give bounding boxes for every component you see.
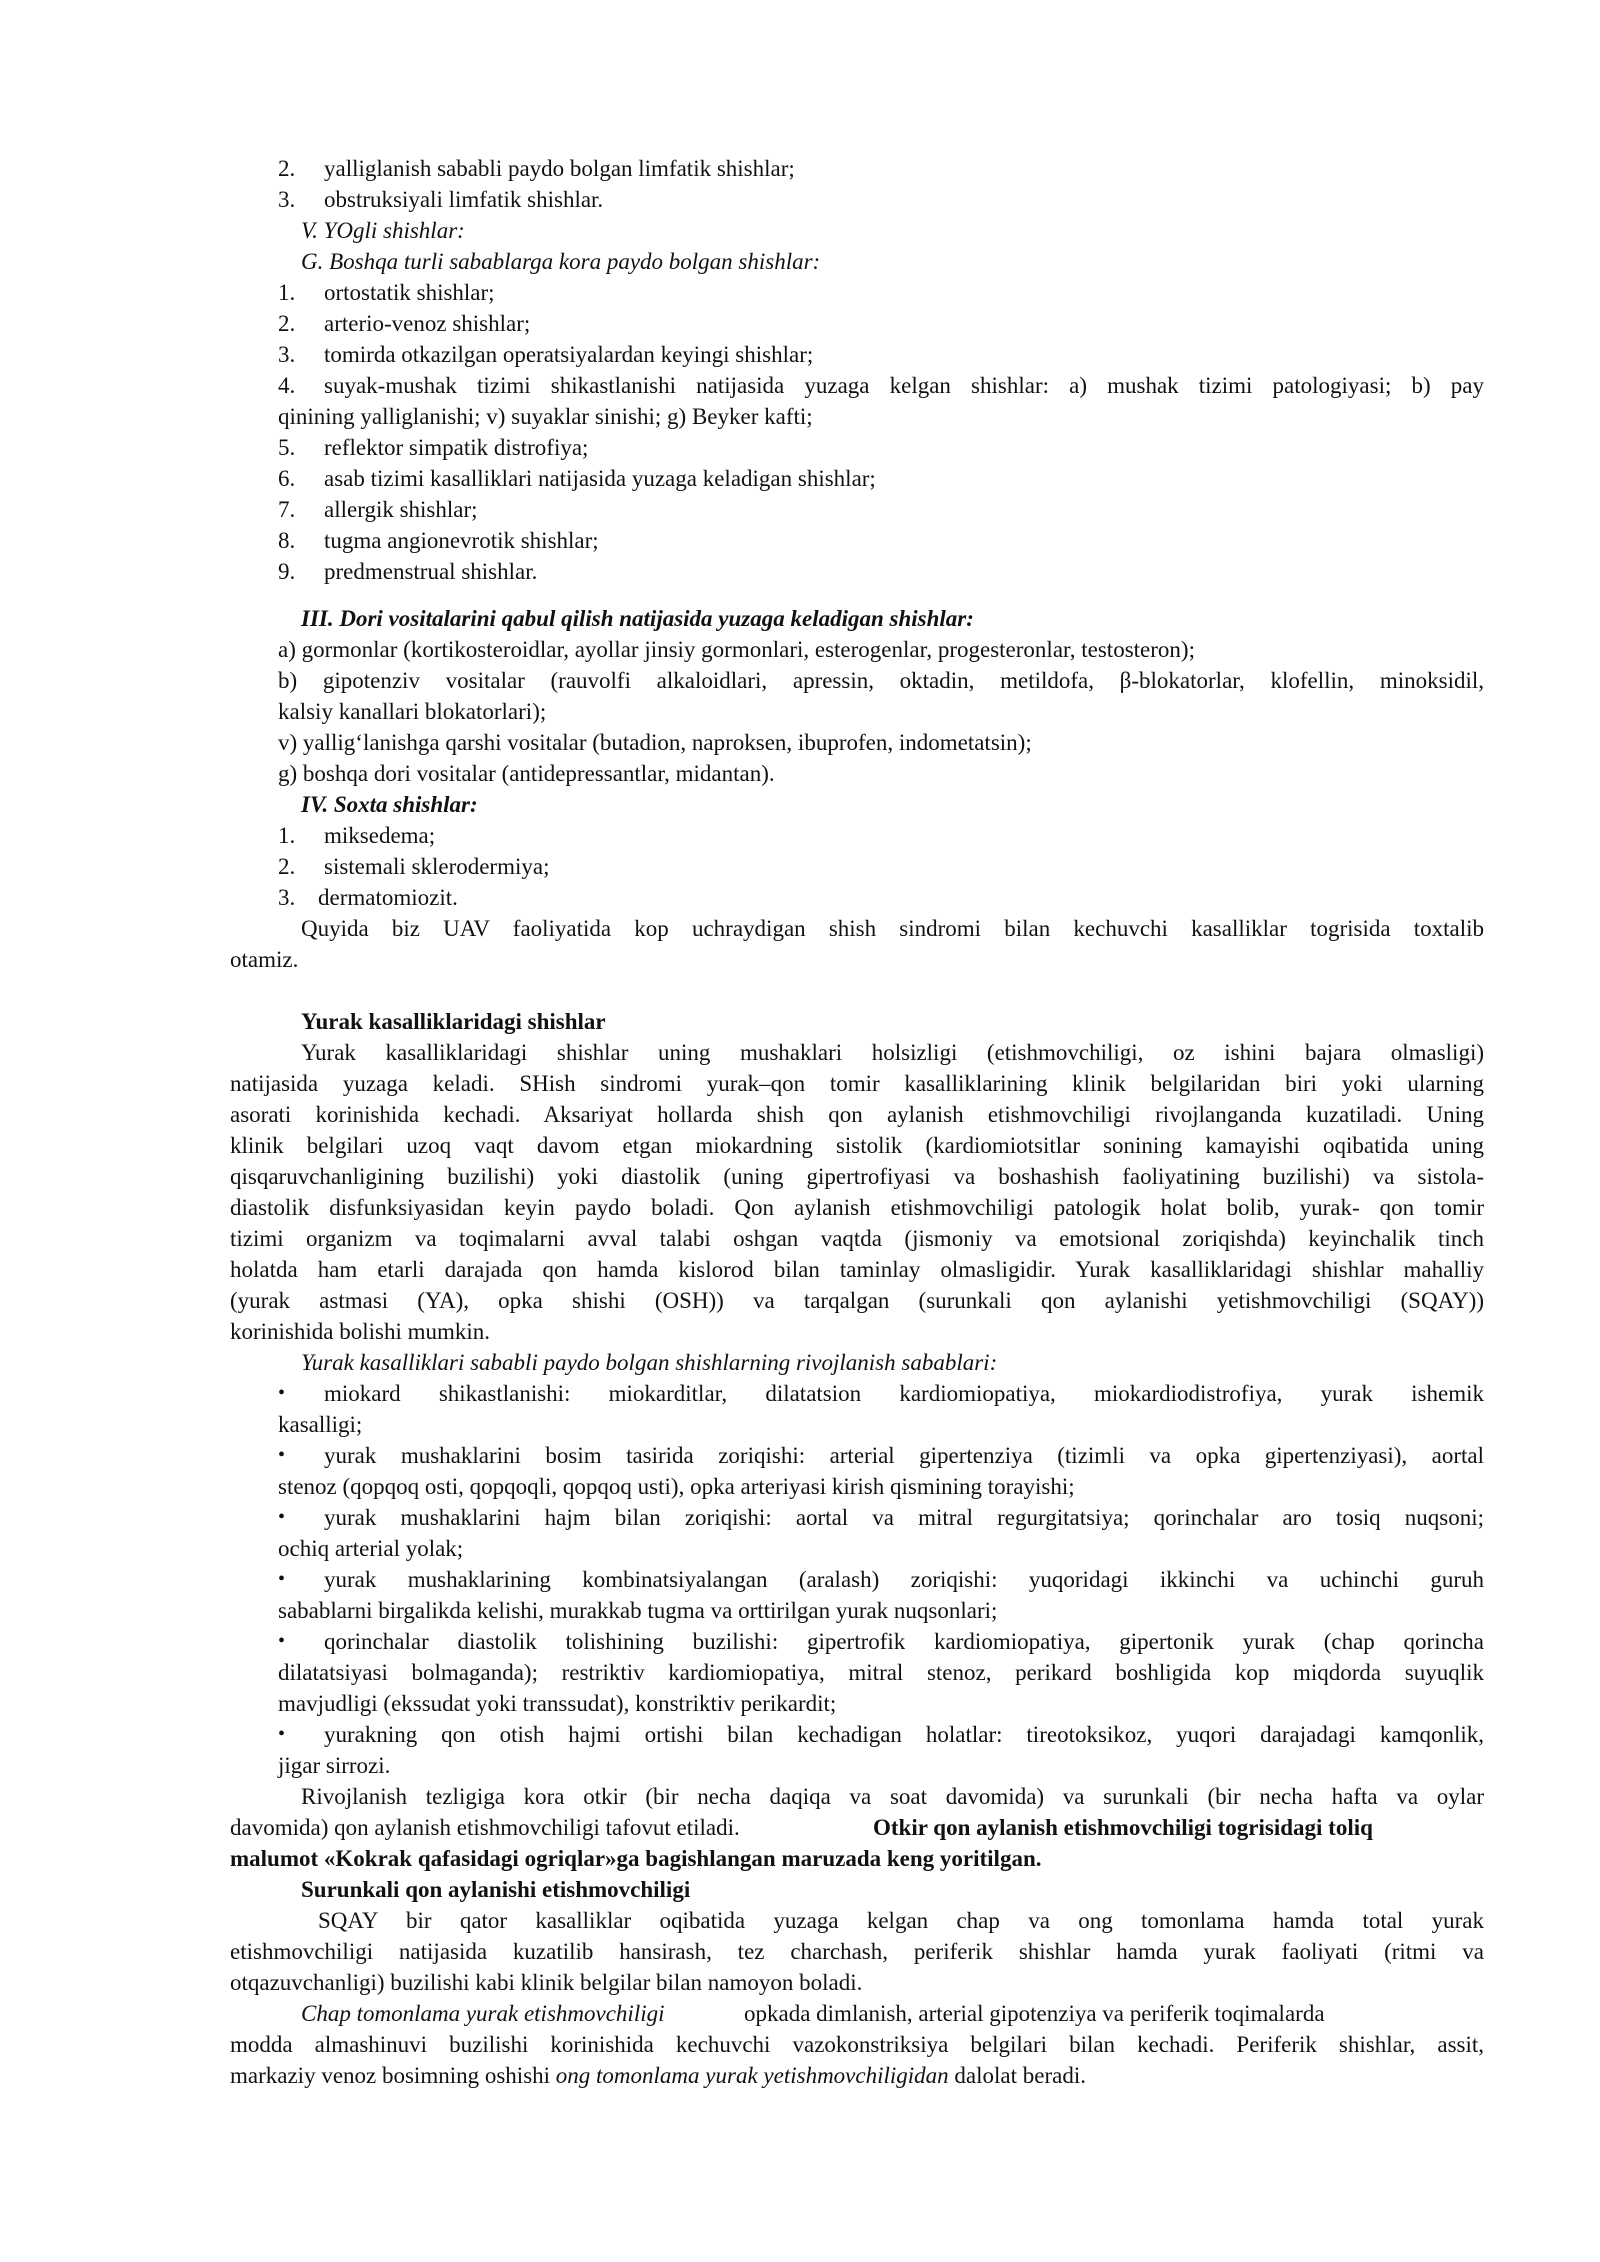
cause-item: yurakning qon otish hajmi ortishi bilan kechadigan holatlar: tireotoksikoz, yuqori darajadagi kamqonlik, <box>324 1722 1484 1747</box>
left-heart-paragraph-text: dalolat beradi. <box>948 2063 1086 2088</box>
heart-paragraph-line: korinishida bolishi mumkin. <box>230 1319 491 1344</box>
cause-item-continuation: stenoz (qopqoq osti, qopqoqli, qopqoq usti), opka arteriyasi kirish qismining torayishi; <box>278 1474 1075 1499</box>
cause-item: yurak mushaklarini bosim tasirida zoriqishi: arterial gipertenziya (tizimli va opka gipertenziyasi), aortal <box>324 1443 1484 1468</box>
heart-paragraph-line: holatda ham etarli darajada qon hamda kislorod bilan taminlay olmasligidir. Yurak kasalliklaridagi shishlar mahalliy <box>230 1257 1484 1282</box>
heart-paragraph-line: klinik belgilari uzoq vaqt davom etgan miokardning sistolik (kardiomiotsitlar sonining kamayishi oqibatida uning <box>230 1133 1484 1158</box>
sqay-paragraph-line: SQAY bir qator kasalliklar oqibatida yuzaga kelgan chap va ong tomonlama hamda total yurak <box>318 1908 1484 1933</box>
drug-group-v: v) yallig‘lanishga qarshi vositalar (butadion, naproksen, ibuprofen, indometatsin); <box>278 730 1032 755</box>
list-number: 3. <box>278 187 296 212</box>
list-item: sistemali sklerodermiya; <box>324 854 550 879</box>
heart-paragraph-line: diastolik disfunksiyasidan keyin paydo boladi. Qon aylanish etishmovchiligi patologik holat bolib, yurak- qon tomir <box>230 1195 1484 1220</box>
cause-item: yurak mushaklarini hajm bilan zoriqishi: aortal va mitral regurgitatsiya; qorinchalar aro tosiq nuqsoni; <box>324 1505 1484 1530</box>
left-heart-paragraph-line: modda almashinuvi buzilishi korinishida kechuvchi vazokonstriksiya belgilari bilan kechadi. Periferik shishlar, assit, <box>230 2032 1484 2057</box>
causes-heading: Yurak kasalliklari sababli paydo bolgan shishlarning rivojlanish sabablari: <box>301 1350 998 1375</box>
cause-item-continuation: kasalligi; <box>278 1412 363 1437</box>
bullet-icon: • <box>278 1630 286 1652</box>
cause-item-continuation: mavjudligi (ekssudat yoki transsudat), konstriktiv perikardit; <box>278 1691 837 1716</box>
heart-paragraph-line: qisqaruvchanligining buzilishi) yoki diastolik (uning gipertrofiyasi va boshashish faoliyatining buzilishi) va sistola- <box>230 1164 1484 1189</box>
list-number: 4. <box>278 373 296 398</box>
list-item: miksedema; <box>324 823 436 848</box>
bullet-icon: • <box>278 1506 286 1528</box>
list-number: 9. <box>278 559 296 584</box>
drug-group-b-continuation: kalsiy kanallari blokatorlari); <box>278 699 547 724</box>
sqay-paragraph-line: etishmovchiligi natijasida kuzatilib hansirash, tez charchash, periferik shishlar hamda yurak faoliyati (ritmi va <box>230 1939 1484 1964</box>
heart-paragraph-line: asorati korinishida kechadi. Aksariyat hollarda shish qon aylanish etishmovchiligi rivojlanganda kuzatiladi. Uning <box>230 1102 1484 1127</box>
left-heart-paragraph-line <box>230 2060 1086 2091</box>
cause-item: yurak mushaklarining kombinatsiyalangan (aralash) zoriqishi: yuqoridagi ikkinchi va uchinchi guruh <box>324 1567 1484 1592</box>
list-item-continuation: qinining yalliglanishi; v) suyaklar sinishi; g) Beyker kafti; <box>278 404 813 429</box>
list-item: yalliglanish sababli paydo bolgan limfatik shishlar; <box>324 156 795 181</box>
section-heading-iv: IV. Soxta shishlar: <box>301 792 478 817</box>
intro-paragraph-line: Quyida biz UAV faoliyatida kop uchraydigan shish sindromi bilan kechuvchi kasalliklar togrisida toxtalib <box>301 916 1484 941</box>
development-paragraph-line: Rivojlanish tezligiga kora otkir (bir necha daqiqa va soat davomida) va surunkali (bir necha hafta va oylar <box>301 1784 1484 1809</box>
bullet-icon: • <box>278 1568 286 1590</box>
section-heading-v: V. YOgli shishlar: <box>301 218 465 243</box>
list-number: 3. <box>278 885 296 910</box>
list-number: 2. <box>278 854 296 879</box>
right-heart-failure-term: ong tomonlama yurak yetishmovchiligidan <box>555 2063 949 2088</box>
bullet-icon: • <box>278 1444 286 1466</box>
drug-group-g: g) boshqa dori vositalar (antidepressantlar, midantan). <box>278 761 775 786</box>
bullet-icon: • <box>278 1382 286 1404</box>
list-number: 1. <box>278 280 296 305</box>
list-number: 8. <box>278 528 296 553</box>
list-number: 3. <box>278 342 296 367</box>
list-item: tugma angionevrotik shishlar; <box>324 528 599 553</box>
list-item: arterio-venoz shishlar; <box>324 311 531 336</box>
list-number: 7. <box>278 497 296 522</box>
cause-item-continuation: ochiq arterial yolak; <box>278 1536 464 1561</box>
list-number: 2. <box>278 156 296 181</box>
development-paragraph-emphasis: Otkir qon aylanish etishmovchiligi togrisidagi toliq <box>873 1815 1373 1840</box>
cause-item: qorinchalar diastolik tolishining buzilishi: gipertrofik kardiomiopatiya, gipertonik yurak (chap qorincha <box>324 1629 1484 1654</box>
list-item: suyak-mushak tizimi shikastlanishi natijasida yuzaga kelgan shishlar: a) mushak tizimi patologiyasi; b) pay <box>324 373 1484 398</box>
list-number: 2. <box>278 311 296 336</box>
heart-paragraph-line: natijasida yuzaga keladi. SHish sindromi yurak–qon tomir kasalliklarining klinik belgilaridan biri yoki ularning <box>230 1071 1484 1096</box>
list-number: 6. <box>278 466 296 491</box>
section-heading-g: G. Boshqa turli sabablarga kora paydo bolgan shishlar: <box>301 249 821 274</box>
drug-group-a: a) gormonlar (kortikosteroidlar, ayollar jinsiy gormonlari, esterogenlar, progesteronlar, testosteron); <box>278 637 1195 662</box>
list-item: allergik shishlar; <box>324 497 478 522</box>
development-paragraph-emphasis: malumot «Kokrak qafasidagi ogriqlar»ga bagishlangan maruzada keng yoritilgan. <box>230 1846 1042 1871</box>
heart-paragraph-line: Yurak kasalliklaridagi shishlar uning mushaklari holsizligi (etishmovchiligi, oz ishini bajara olmasligi) <box>301 1040 1484 1065</box>
list-item: dermatomiozit. <box>318 885 458 910</box>
heart-paragraph-line: (yurak astmasi (YA), opka shishi (OSH)) va tarqalgan (surunkali qon aylanishi yetishmovchiligi (SQAY)) <box>230 1288 1484 1313</box>
sqay-heading: Surunkali qon aylanishi etishmovchiligi <box>301 1877 691 1902</box>
list-item: reflektor simpatik distrofiya; <box>324 435 589 460</box>
left-heart-paragraph-text: markaziy venoz bosimning oshishi <box>230 2063 556 2088</box>
bullet-icon: • <box>278 1723 286 1745</box>
list-number: 1. <box>278 823 296 848</box>
list-item: obstruksiyali limfatik shishlar. <box>324 187 604 212</box>
left-heart-paragraph-line: opkada dimlanish, arterial gipotenziya va periferik toqimalarda <box>744 2001 1325 2026</box>
cause-item: miokard shikastlanishi: miokarditlar, dilatatsion kardiomiopatiya, miokardiodistrofiya, yurak ishemik <box>324 1381 1484 1406</box>
left-heart-failure-term: Chap tomonlama yurak etishmovchiligi <box>301 2001 665 2026</box>
list-item: tomirda otkazilgan operatsiyalardan keyingi shishlar; <box>324 342 814 367</box>
cause-item-continuation: sabablarni birgalikda kelishi, murakkab tugma va orttirilgan yurak nuqsonlari; <box>278 1598 998 1623</box>
section-heading-iii: III. Dori vositalarini qabul qilish natijasida yuzaga keladigan shishlar: <box>301 606 974 631</box>
drug-group-b: b) gipotenziv vositalar (rauvolfi alkaloidlari, apressin, oktadin, metildofa, β-blokatorlar, klofellin, minoksidil, <box>278 668 1484 693</box>
development-paragraph-line: davomida) qon aylanish etishmovchiligi tafovut etiladi. <box>230 1815 740 1840</box>
list-item: asab tizimi kasalliklari natijasida yuzaga keladigan shishlar; <box>324 466 876 491</box>
cause-item-continuation: dilatatsiyasi bolmaganda); restriktiv kardiomiopatiya, mitral stenoz, perikard boshligida kop miqdorda suyuqlik <box>278 1660 1484 1685</box>
list-item: ortostatik shishlar; <box>324 280 495 305</box>
heart-section-heading: Yurak kasalliklaridagi shishlar <box>301 1009 606 1034</box>
sqay-paragraph-line: otqazuvchanligi) buzilishi kabi klinik belgilar bilan namoyon boladi. <box>230 1970 863 1995</box>
cause-item-continuation: jigar sirrozi. <box>278 1753 391 1778</box>
list-number: 5. <box>278 435 296 460</box>
heart-paragraph-line: tizimi organizm va toqimalarni avval talabi oshgan vaqtda (jismoniy va emotsional zoriqishda) keyinchalik tinch <box>230 1226 1484 1251</box>
intro-paragraph-line: otamiz. <box>230 947 299 972</box>
list-item: predmenstrual shishlar. <box>324 559 538 584</box>
